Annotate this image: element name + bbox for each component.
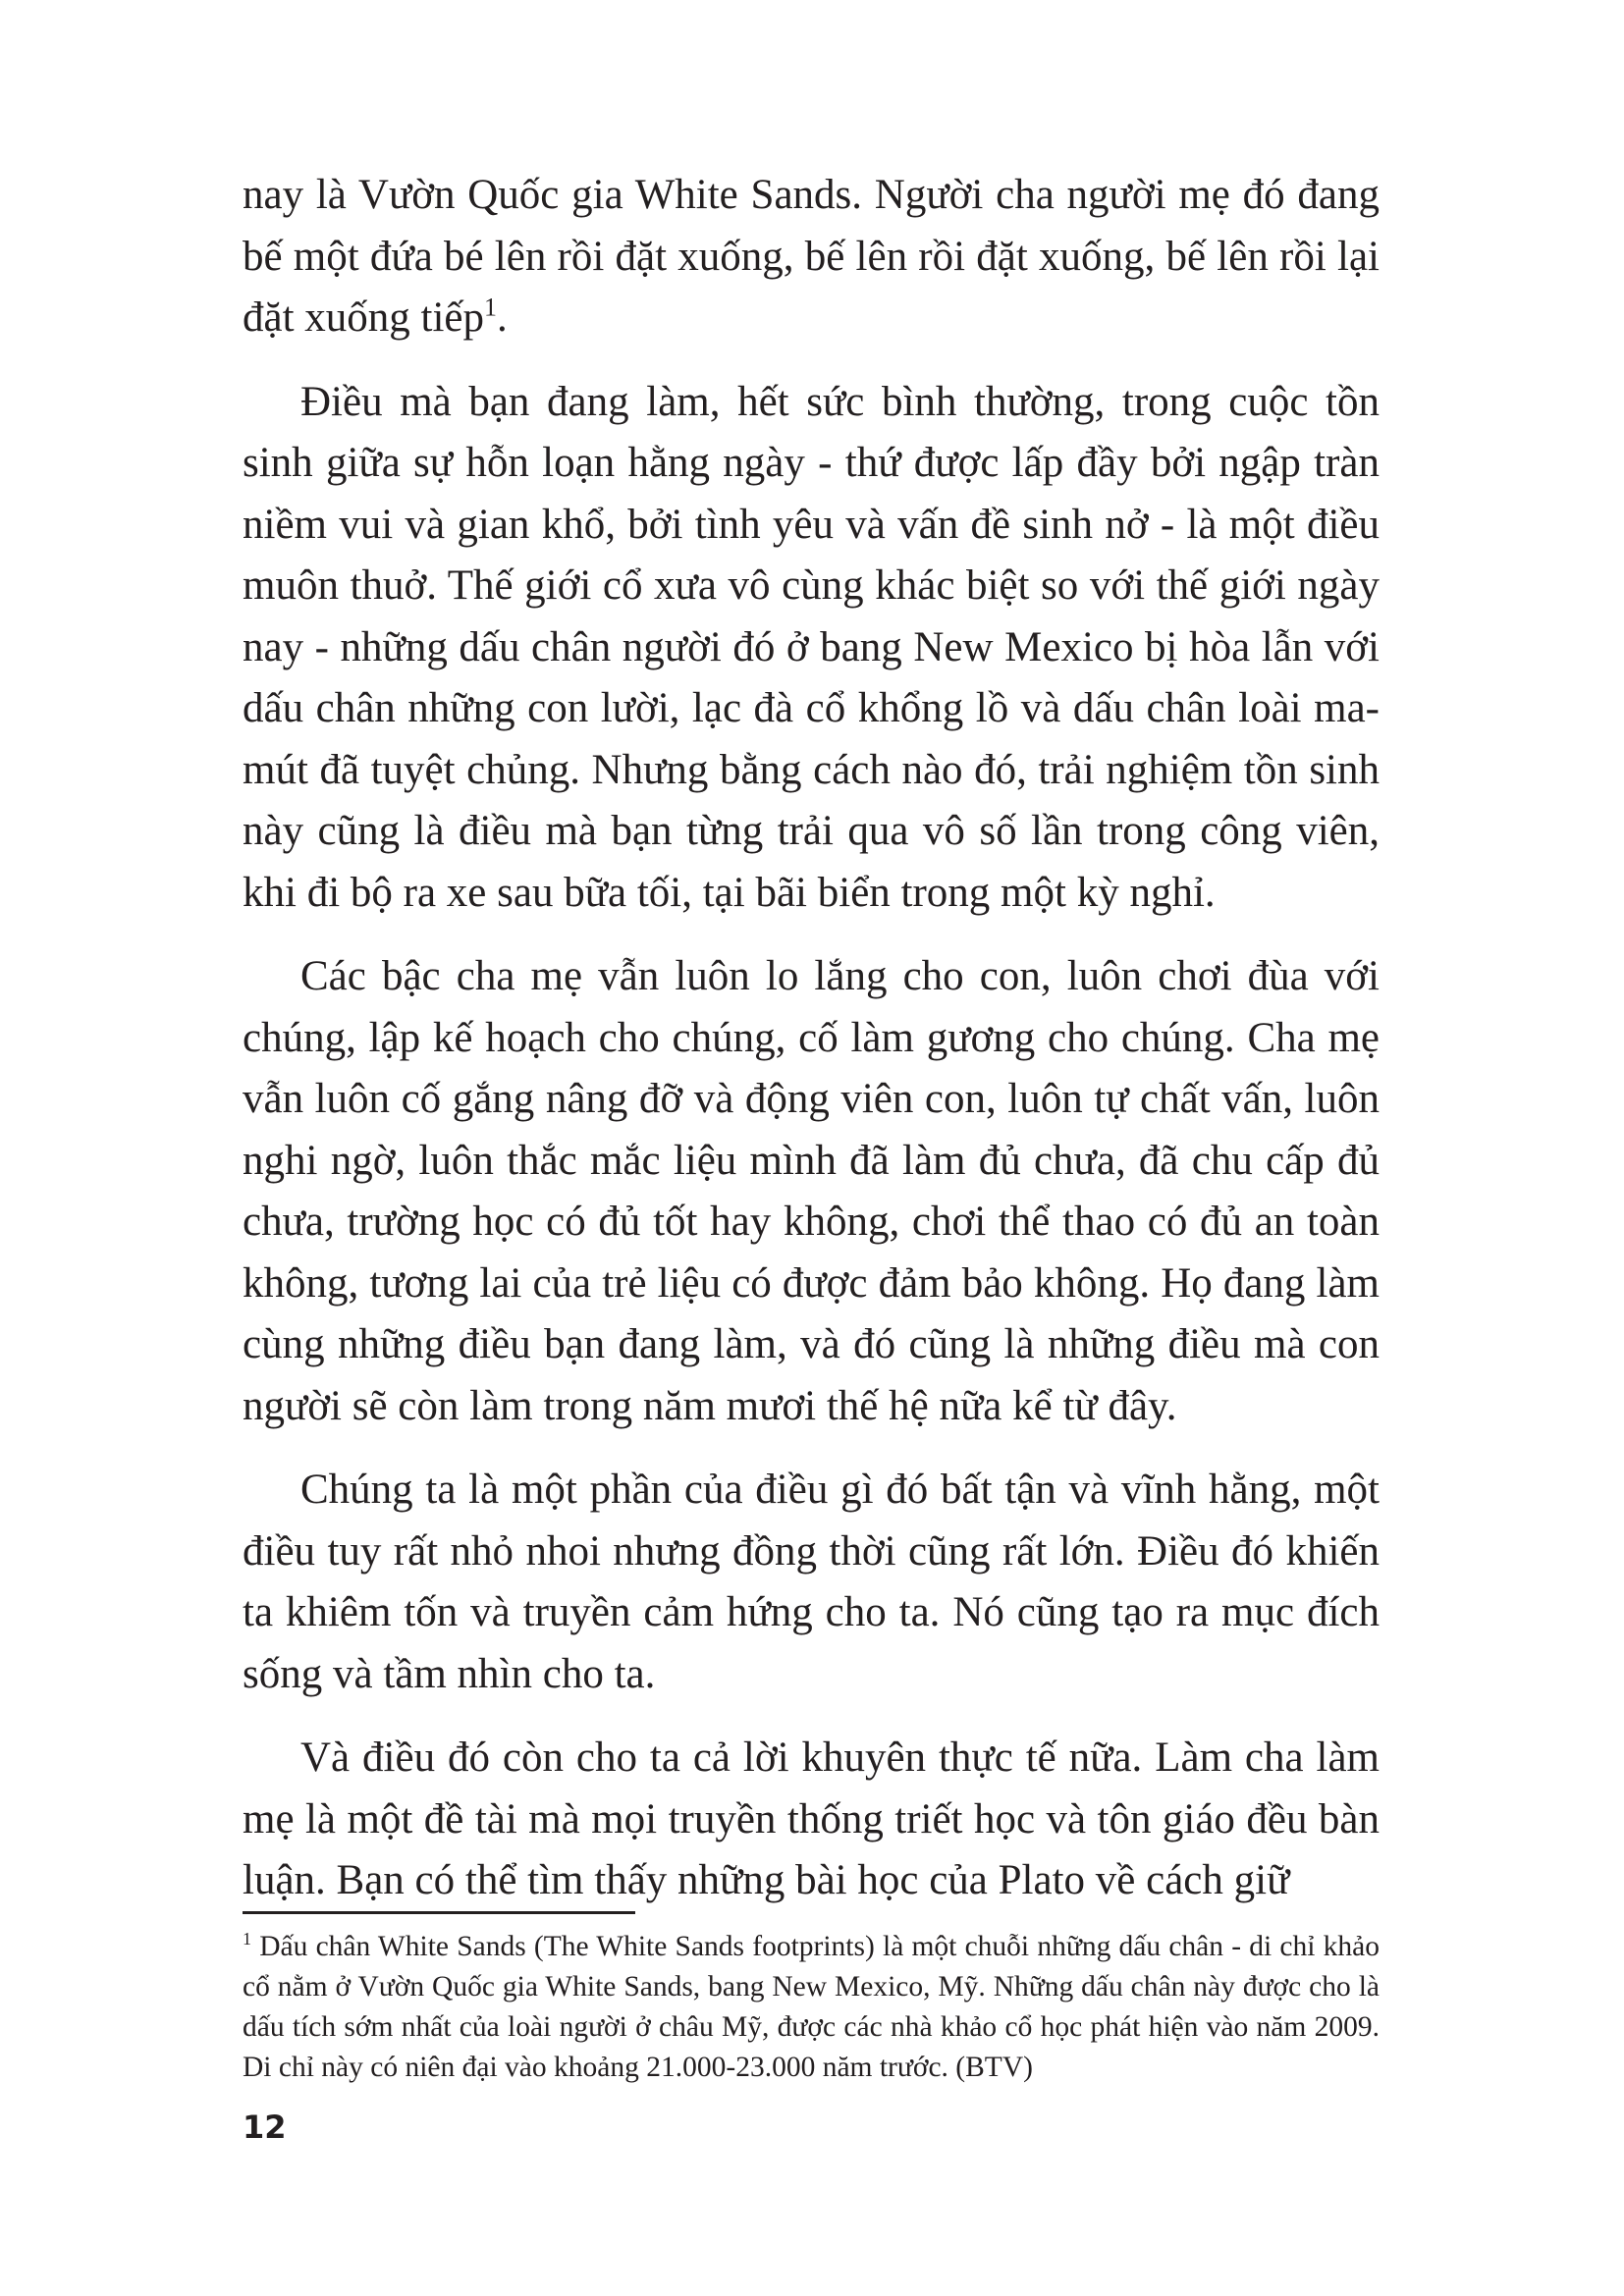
footnote [243,1927,1380,2088]
paragraph-1 [243,165,1380,349]
paragraph-2: Điều mà bạn đang làm, hết sức bình thường, trong cuộc tồn sinh giữa sự hỗn loạn hằng ngày - thứ được lấp đầy bởi ngập tràn niềm vui và gian khổ, bởi tình yêu và vấn đề sinh nở - là một điều muôn thuở. Thế giới cổ xưa vô cùng khác biệt so với thế giới ngày nay - những dấu chân người đó ở bang New Mexico bị hòa lẫn với dấu chân những con lười, lạc đà cổ khổng lồ và dấu chân loài ma-mút đã tuyệt chủng. Nhưng bằng cách nào đó, trải nghiệm tồn sinh này cũng là điều mà bạn từng trải qua vô số lần trong công viên, khi đi bộ ra xe sau bữa tối, tại bãi biển trong một kỳ nghỉ. [243,378,1380,916]
main-text [243,165,1380,1935]
paragraph-1-text: nay là Vườn Quốc gia White Sands. Người cha người mẹ đó đang bế một đứa bé lên rồi đặt xuống, bế lên rồi đặt xuống, bế lên rồi lại đặt xuống tiếp [243,172,1380,341]
footnote-text: Dấu chân White Sands (The White Sands footprints) là một chuỗi những dấu chân - di chỉ khảo cổ nằm ở Vườn Quốc gia White Sands, bang New Mexico, Mỹ. Những dấu chân này được cho là dấu tích sớm nhất của loài người ở châu Mỹ, được các nhà khảo cổ học phát hiện vào năm 2009. Di chỉ này có niên đại vào khoảng 21.000-23.000 năm trước. (BTV) [243,1931,1380,2083]
paragraph-3: Các bậc cha mẹ vẫn luôn lo lắng cho con, luôn chơi đùa với chúng, lập kế hoạch cho chúng, cố làm gương cho chúng. Cha mẹ vẫn luôn cố gắng nâng đỡ và động viên con, luôn tự chất vấn, luôn nghi ngờ, luôn thắc mắc liệu mình đã làm đủ chưa, đã chu cấp đủ chưa, trường học có đủ tốt hay không, chơi thể thao có đủ an toàn không, tương lai của trẻ liệu có được đảm bảo không. Họ đang làm cùng những điều bạn đang làm, và đó cũng là những điều mà con người sẽ còn làm trong năm mươi thế hệ nữa kể từ đây. [243,953,1380,1429]
footnote-reference[interactable]: 1 [484,293,498,322]
paragraph-4: Chúng ta là một phần của điều gì đó bất tận và vĩnh hằng, một điều tuy rất nhỏ nhoi nhưng đồng thời cũng rất lớn. Điều đó khiến ta khiêm tốn và truyền cảm hứng cho ta. Nó cũng tạo ra mục đích sống và tầm nhìn cho ta. [243,1467,1380,1697]
footnote-mark: 1 [243,1929,251,1949]
paragraph-1-end: . [497,294,508,341]
footnote-divider [243,1911,635,1914]
paragraph-5: Và điều đó còn cho ta cả lời khuyên thực tế nữa. Làm cha làm mẹ là một đề tài mà mọi truyền thống triết học và tôn giáo đều bàn luận. Bạn có thể tìm thấy những bài học của Plato về cách giữ [243,1735,1380,1903]
page-number: 12 [243,2109,287,2146]
